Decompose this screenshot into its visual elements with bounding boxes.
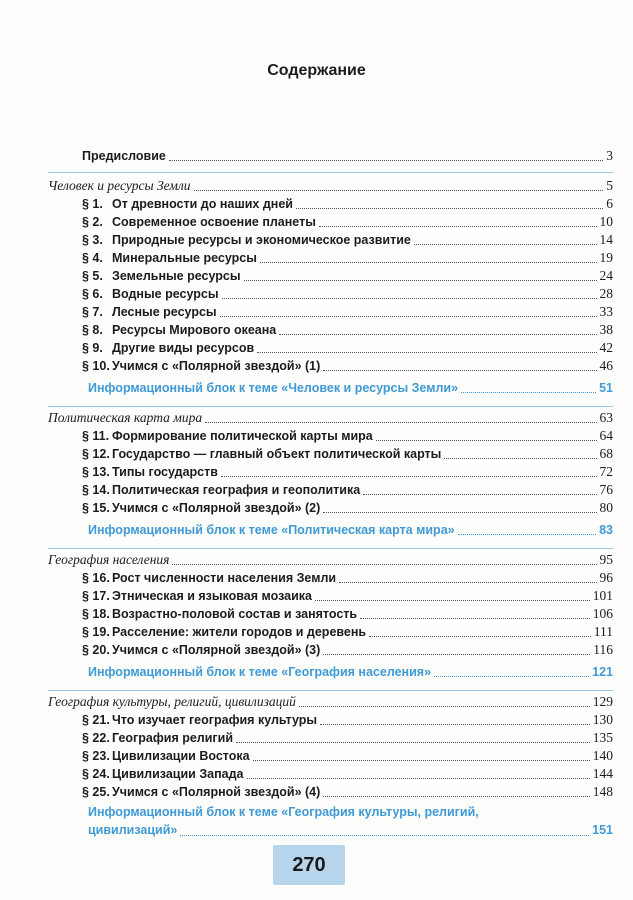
toc-entry[interactable] — [82, 624, 613, 640]
leader-dots — [363, 494, 596, 495]
paragraph-number: § 13. — [82, 465, 110, 479]
info-block-entry[interactable] — [88, 380, 613, 396]
entry-page: 95 — [599, 552, 613, 567]
entry-label: Водные ресурсы — [112, 287, 219, 301]
entry-label: Учимся с «Полярной звездой» (1) — [112, 359, 321, 373]
leader-dots — [172, 564, 596, 565]
leader-dots — [376, 440, 597, 441]
entry-page: 14 — [599, 232, 613, 247]
paragraph-number: § 4. — [82, 251, 103, 265]
paragraph-number: § 11. — [82, 429, 110, 443]
entry-page: 51 — [599, 381, 613, 395]
leader-dots — [205, 422, 596, 423]
toc-entry[interactable] — [82, 464, 613, 480]
paragraph-number: § 12. — [82, 447, 110, 461]
paragraph-number: § 2. — [82, 215, 103, 229]
leader-dots — [169, 160, 603, 161]
section-title: Политическая карта мира — [48, 410, 203, 425]
entry-page: 46 — [599, 358, 613, 373]
toc-entry[interactable] — [82, 322, 613, 338]
entry-label: Цивилизации Запада — [112, 767, 244, 781]
entry-page: 76 — [599, 482, 613, 497]
leader-dots — [299, 706, 590, 707]
entry-page: 28 — [599, 286, 613, 301]
paragraph-number: § 23. — [82, 749, 110, 763]
entry-label: Земельные ресурсы — [112, 269, 241, 283]
entry-page: 72 — [599, 464, 613, 479]
paragraph-number: § 8. — [82, 323, 103, 337]
section-divider — [48, 690, 613, 691]
leader-dots — [320, 724, 590, 725]
entry-label: Возрастно-половой состав и занятость — [112, 607, 358, 621]
entry-label: Этническая и языковая мозаика — [112, 589, 312, 603]
leader-dots — [323, 370, 596, 371]
leader-dots — [222, 298, 597, 299]
leader-dots — [369, 636, 591, 637]
toc-entry[interactable] — [82, 748, 613, 764]
entry-page: 6 — [606, 196, 613, 211]
entry-label: Политическая география и геополитика — [112, 483, 361, 497]
entry-label: Информационный блок к теме «Политическая карта мира» — [88, 523, 455, 537]
entry-page: 63 — [599, 410, 613, 425]
paragraph-number: § 6. — [82, 287, 103, 301]
entry-label: Учимся с «Полярной звездой» (3) — [112, 643, 321, 657]
paragraph-number: § 15. — [82, 501, 110, 515]
paragraph-number: § 19. — [82, 625, 110, 639]
entry-label: География религий — [112, 731, 234, 745]
leader-dots — [236, 742, 590, 743]
entry-page: 116 — [593, 642, 613, 657]
entry-page: 106 — [592, 606, 613, 621]
entry-page: 148 — [592, 784, 613, 799]
leader-dots — [444, 458, 596, 459]
entry-label: Информационный блок к теме «География населения» — [88, 665, 432, 679]
entry-label: Природные ресурсы и экономическое развитие — [112, 233, 411, 247]
toc-entry[interactable] — [82, 730, 613, 746]
entry-label: Государство — главный объект политической карты — [112, 447, 442, 461]
leader-dots — [315, 600, 590, 601]
entry-page: 19 — [599, 250, 613, 265]
entry-page: 3 — [606, 148, 613, 163]
paragraph-number: § 14. — [82, 483, 110, 497]
entry-label: Лесные ресурсы — [112, 305, 217, 319]
paragraph-number: § 5. — [82, 269, 103, 283]
leader-dots — [221, 476, 597, 477]
section-divider — [48, 172, 613, 173]
toc-entry[interactable] — [82, 482, 613, 498]
toc-entry[interactable] — [82, 642, 613, 658]
paragraph-number: § 9. — [82, 341, 103, 355]
leader-dots — [260, 262, 597, 263]
entry-page: 24 — [599, 268, 613, 283]
entry-label: Цивилизации Востока — [112, 749, 250, 763]
leader-dots — [461, 392, 596, 393]
section-heading[interactable] — [48, 410, 613, 426]
entry-page: 144 — [592, 766, 613, 781]
leader-dots — [319, 226, 597, 227]
entry-page: 130 — [592, 712, 613, 727]
toc-entry[interactable] — [82, 286, 613, 302]
entry-page: 151 — [592, 823, 613, 837]
entry-label: Ресурсы Мирового океана — [112, 323, 277, 337]
entry-page: 111 — [593, 624, 613, 639]
entry-label: Современное освоение планеты — [112, 215, 316, 229]
entry-page: 96 — [599, 570, 613, 585]
page-title: Содержание — [267, 62, 366, 79]
toc-entry-preface[interactable] — [82, 148, 613, 164]
leader-dots — [244, 280, 597, 281]
toc-entry[interactable] — [82, 268, 613, 284]
toc-entry[interactable] — [82, 606, 613, 622]
entry-page: 64 — [599, 428, 613, 443]
leader-dots — [247, 778, 590, 779]
leader-dots — [360, 618, 590, 619]
paragraph-number: § 17. — [82, 589, 110, 603]
leader-dots — [279, 334, 596, 335]
paragraph-number: § 7. — [82, 305, 103, 319]
toc-entry[interactable] — [82, 766, 613, 782]
entry-page: 33 — [599, 304, 613, 319]
entry-label: Предисловие — [82, 149, 166, 163]
toc-entry[interactable] — [82, 214, 613, 230]
entry-label-line1: Информационный блок к теме «География культуры, религий, — [88, 805, 479, 819]
toc-entry[interactable] — [82, 340, 613, 356]
entry-page: 140 — [592, 748, 613, 763]
leader-dots — [434, 676, 589, 677]
leader-dots — [339, 582, 596, 583]
entry-page: 121 — [592, 665, 613, 679]
entry-label: Формирование политической карты мира — [112, 429, 373, 443]
entry-label: От древности до наших дней — [112, 197, 293, 211]
entry-label-line2: цивилизаций» — [88, 823, 178, 837]
entry-label: Минеральные ресурсы — [112, 251, 257, 265]
toc-entry[interactable] — [82, 588, 613, 604]
leader-dots — [323, 654, 590, 655]
toc-entry[interactable] — [82, 358, 613, 374]
section-divider — [48, 406, 613, 407]
section-divider — [48, 548, 613, 549]
entry-page: 101 — [592, 588, 613, 603]
toc-entry[interactable] — [82, 500, 613, 516]
section-heading[interactable] — [48, 178, 613, 194]
section-title: География населения — [48, 552, 170, 567]
paragraph-number: § 25. — [82, 785, 110, 799]
toc-entry[interactable] — [82, 250, 613, 266]
entry-page: 135 — [592, 730, 613, 745]
leader-dots — [296, 208, 603, 209]
leader-dots — [414, 244, 597, 245]
paragraph-number: § 20. — [82, 643, 110, 657]
info-block-entry[interactable] — [88, 803, 613, 839]
leader-dots — [323, 796, 589, 797]
leader-dots — [194, 190, 604, 191]
entry-page: 38 — [599, 322, 613, 337]
entry-page: 42 — [599, 340, 613, 355]
info-block-entry[interactable] — [88, 522, 613, 538]
entry-label: Другие виды ресурсов — [112, 341, 255, 355]
leader-dots — [253, 760, 590, 761]
toc-entry[interactable] — [82, 570, 613, 586]
leader-dots — [180, 835, 589, 836]
paragraph-number: § 18. — [82, 607, 110, 621]
entry-page: 83 — [599, 523, 613, 537]
leader-dots — [323, 512, 596, 513]
toc-entry[interactable] — [82, 232, 613, 248]
leader-dots — [220, 316, 597, 317]
entry-label: Рост численности населения Земли — [112, 571, 337, 585]
section-heading[interactable] — [48, 694, 613, 710]
entry-label: Расселение: жители городов и деревень — [112, 625, 367, 639]
paragraph-number: § 21. — [82, 713, 110, 727]
toc-entry[interactable] — [82, 304, 613, 320]
entry-page: 10 — [599, 214, 613, 229]
paragraph-number: § 10. — [82, 359, 110, 373]
paragraph-number: § 22. — [82, 731, 110, 745]
entry-label: Что изучает география культуры — [112, 713, 318, 727]
section-title: Человек и ресурсы Земли — [48, 178, 191, 193]
section-title: География культуры, религий, цивилизаций — [48, 694, 296, 709]
paragraph-number: § 1. — [82, 197, 103, 211]
entry-page: 5 — [606, 178, 613, 193]
entry-page: 68 — [599, 446, 613, 461]
entry-page: 129 — [592, 694, 613, 709]
leader-dots — [257, 352, 596, 353]
leader-dots — [458, 534, 596, 535]
entry-label: Типы государств — [112, 465, 218, 479]
entry-page: 80 — [599, 500, 613, 515]
toc-entry[interactable] — [82, 712, 613, 728]
toc-entry[interactable] — [82, 196, 613, 212]
toc-entry[interactable] — [82, 784, 613, 800]
entry-label: Учимся с «Полярной звездой» (2) — [112, 501, 321, 515]
paragraph-number: § 24. — [82, 767, 110, 781]
entry-label: Учимся с «Полярной звездой» (4) — [112, 785, 321, 799]
page-number-badge: 270 — [273, 845, 345, 885]
entry-label: Информационный блок к теме «Человек и ресурсы Земли» — [88, 381, 459, 395]
toc-entry[interactable] — [82, 446, 613, 462]
info-block-entry[interactable] — [88, 664, 613, 680]
paragraph-number: § 3. — [82, 233, 103, 247]
toc-entry[interactable] — [82, 428, 613, 444]
paragraph-number: § 16. — [82, 571, 110, 585]
section-heading[interactable] — [48, 552, 613, 568]
